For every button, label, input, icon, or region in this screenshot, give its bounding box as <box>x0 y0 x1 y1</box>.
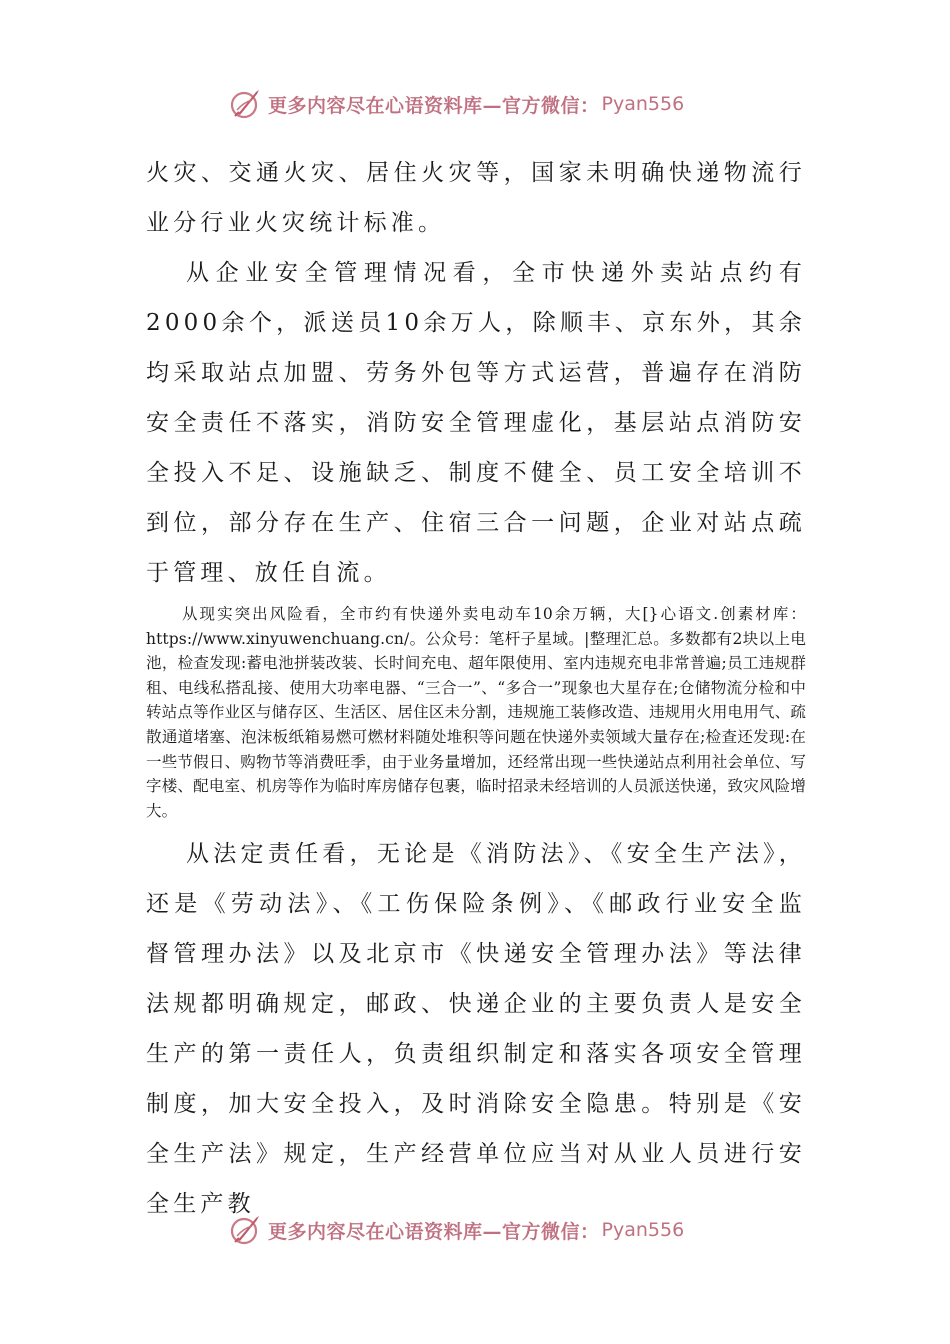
paragraph-enterprise-management: 从企业安全管理情况看，全市快递外卖站点约有2000余个，派送员10余万人，除顺丰、京东外，其余均采取站点加盟、劳务外包等方式运营，普遍存在消防安全责任不落实，消防安全管理虚化，基层站点消防安全投入不足、设施缺乏、制度不健全、员工安全培训不到位，部分存在生产、住宿三合一问题，企业对站点疏于管理、放任自流。 <box>146 260 806 586</box>
paragraph-real-risks: 从现实突出风险看，全市约有快递外卖电动车10余万辆，大[}心语文.创素材库：https://www.xinyuwenchuang.cn/。公众号：笔杆子星域。|整理汇总。多数都有2块以上电池，检查发现:蓄电池拼装改装、长时间充电、超年限使用、室内违规充电非常普遍;员工违规群租、电线私搭乱接、使用大功率电器、“三合一”、“多合一”现象也大星存在;仓储物流分检和中转站点等作业区与储存区、生活区、居住区未分割，违规施工装修改造、违规用火用电用气、疏散通道堵塞、泡沫板纸箱易燃可燃材料随处堆积等问题在快递外卖领域大量存在;检查还发现:在一些节假日、购物节等消费旺季，由于业务量增加，还经常出现一些快递站点利用社会单位、写字楼、配电室、机房等作为临时库房储存包裹，临时招录未经培训的人员派送快递，致灾风险增大。 <box>146 605 806 820</box>
header-banner <box>228 86 748 122</box>
paragraph-fire-stats: 火灾、交通火灾、居住火灾等，国家未明确快递物流行业分行业火灾统计标准。 <box>146 160 806 236</box>
quill-logo-icon <box>228 1212 264 1248</box>
banner-site-text: 更多内容尽在心语资料库—官方微信： <box>268 94 600 117</box>
banner-wechat-id: Pyan556 <box>601 1219 685 1241</box>
footer-banner <box>228 1212 748 1248</box>
banner-wechat-id: Pyan556 <box>601 93 685 115</box>
banner-site-text: 更多内容尽在心语资料库—官方微信： <box>268 1220 600 1243</box>
quill-logo-icon <box>228 86 264 122</box>
paragraph-legal-responsibility: 从法定责任看，无论是《消防法》、《安全生产法》，还是《劳动法》、《工伤保险条例》、《邮政行业安全监督管理办法》以及北京市《快递安全管理办法》等法律法规都明确规定，邮政、快递企业的主要负责人是安全生产的第一责任人，负责组织制定和落实各项安全管理制度，加大安全投入，及时消除安全隐患。特别是《安全生产法》规定，生产经营单位应当对从业人员进行安全生产教 <box>146 841 806 1218</box>
document-body <box>146 148 806 1229</box>
